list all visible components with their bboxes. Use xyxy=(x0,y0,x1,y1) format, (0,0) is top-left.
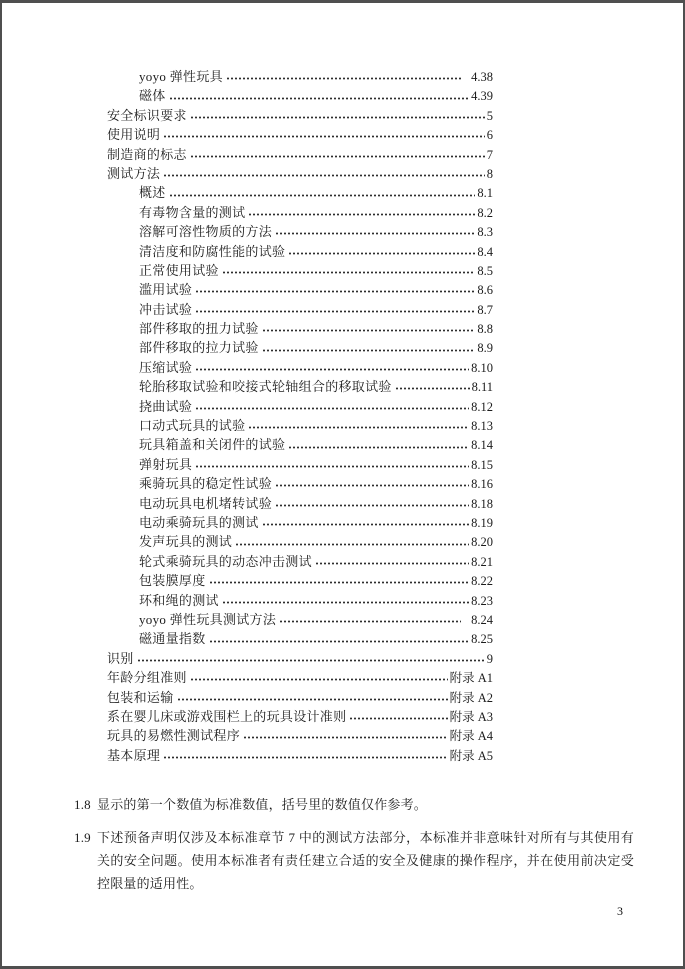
toc-entry-title: 正常使用试验 xyxy=(139,262,219,278)
toc-entry-title: 发声玩具的测试 xyxy=(139,534,233,550)
toc-entry-page: 8.8 xyxy=(477,322,493,337)
toc-entry-title: 滥用试验 xyxy=(139,282,193,298)
toc-entry-title: 磁体 xyxy=(139,88,166,104)
toc-entry-title: 溶解可溶性物质的方法 xyxy=(139,224,273,240)
toc-entry xyxy=(107,261,493,280)
toc-entry-title: 弹射玩具 xyxy=(139,456,193,472)
toc-entry-page: 9 xyxy=(486,651,493,666)
dotted-leader xyxy=(195,280,475,299)
toc-entry xyxy=(107,125,493,144)
toc-entry xyxy=(107,300,493,319)
toc-entry-page: 8.2 xyxy=(477,205,493,220)
toc-entry xyxy=(107,183,493,202)
dotted-leader xyxy=(195,358,469,377)
toc-entry-page: 8.20 xyxy=(471,535,493,550)
toc-entry-title: 轮胎移取试验和咬接式轮轴组合的移取试验 xyxy=(139,379,392,395)
dotted-leader xyxy=(275,494,469,513)
toc-entry xyxy=(107,106,493,125)
toc-entry xyxy=(107,552,493,571)
toc-entry-title: 电动玩具电机堵转试验 xyxy=(139,495,273,511)
toc-entry xyxy=(107,668,493,687)
toc-entry-page: 8.10 xyxy=(471,360,493,375)
toc-entry-page: 8.7 xyxy=(477,302,493,317)
toc-entry xyxy=(107,145,493,164)
dotted-leader xyxy=(262,513,469,532)
toc-entry xyxy=(107,319,493,338)
toc-entry xyxy=(107,377,493,396)
toc-entry-page: 8.5 xyxy=(477,263,493,278)
dotted-leader xyxy=(195,455,469,474)
dotted-leader xyxy=(190,668,448,687)
dotted-leader xyxy=(177,688,448,707)
paragraph-number: 1.8 xyxy=(74,797,91,812)
toc-entry xyxy=(107,86,493,105)
toc-entry-title: 有毒物含量的测试 xyxy=(139,204,246,220)
paragraph-text: 显示的第一个数值为标准数值，括号里的数值仅作参考。 xyxy=(97,797,428,812)
dotted-leader xyxy=(243,726,448,745)
toc-entry-title: 概述 xyxy=(139,185,166,201)
toc-entry-title: 包装膜厚度 xyxy=(139,573,206,589)
toc-entry-title: 口动式玩具的试验 xyxy=(139,418,246,434)
paragraph-1-8 xyxy=(74,793,634,816)
toc-entry-page: 4.39 xyxy=(471,89,493,104)
dotted-leader xyxy=(169,86,470,105)
toc-entry-page: 8.9 xyxy=(477,341,493,356)
toc-entry-page: 8.15 xyxy=(471,457,493,472)
toc-entry xyxy=(107,629,493,648)
dotted-leader xyxy=(315,552,469,571)
toc-entry-title: 测试方法 xyxy=(107,165,161,181)
page-number: 3 xyxy=(617,904,623,918)
toc-entry xyxy=(107,358,493,377)
toc-entry-page: 8 xyxy=(486,166,493,181)
toc-entry xyxy=(107,416,493,435)
toc-entry xyxy=(107,707,493,726)
toc-entry-title: 识别 xyxy=(107,650,134,666)
toc-entry-title: 轮式乘骑玩具的动态冲击测试 xyxy=(139,553,312,569)
toc-entry-page: 4.38 xyxy=(471,70,493,84)
toc-entry-page: 8.13 xyxy=(471,419,493,434)
dotted-leader xyxy=(279,610,461,629)
dotted-leader xyxy=(262,319,476,338)
dotted-leader xyxy=(248,416,469,435)
toc-entry-page: 6 xyxy=(486,128,493,143)
paragraph-1-9 xyxy=(74,826,634,895)
dotted-leader xyxy=(288,435,469,454)
toc-entry-title: 玩具箱盖和关闭件的试验 xyxy=(139,437,286,453)
toc-entry-page: 8.22 xyxy=(471,574,493,589)
paragraph-text: 下述预备声明仅涉及本标准章节 7 中的测试方法部分，本标准并非意味针对所有与其使用有关的安全问题。使用本标准者有责任建立合适的安全及健康的操作程序，并在使用前决定受控限量的适用性。 xyxy=(97,830,634,891)
toc-entry-page: 附录 A4 xyxy=(449,729,493,744)
toc-entry-title: 部件移取的扭力试验 xyxy=(139,321,259,337)
toc-entry-page: 8.25 xyxy=(471,632,493,647)
toc-entry-title: 使用说明 xyxy=(107,127,161,143)
toc-entry-title: 基本原理 xyxy=(107,747,161,763)
toc-entry xyxy=(107,280,493,299)
toc-entry xyxy=(107,203,493,222)
toc-entry xyxy=(107,610,493,629)
toc-entry xyxy=(107,513,493,532)
dotted-leader xyxy=(222,261,476,280)
dotted-leader xyxy=(209,571,470,590)
toc-entry-page: 7 xyxy=(486,147,493,162)
toc-entry xyxy=(107,164,493,183)
toc-entry-page: 附录 A1 xyxy=(449,671,493,686)
toc-entry-title: 部件移取的拉力试验 xyxy=(139,340,259,356)
dotted-leader xyxy=(195,397,469,416)
dotted-leader xyxy=(190,145,485,164)
toc-entry-page: 8.4 xyxy=(477,244,493,259)
dotted-leader xyxy=(190,106,485,125)
toc-entry xyxy=(107,338,493,357)
toc-entry-page: 5 xyxy=(486,108,493,123)
toc-entry xyxy=(107,688,493,707)
toc-entry xyxy=(107,571,493,590)
body-paragraphs xyxy=(74,793,634,895)
paragraph-number: 1.9 xyxy=(74,830,91,845)
toc-entry xyxy=(107,591,493,610)
toc-entry-title: yoyo 弹性玩具测试方法 xyxy=(139,611,277,627)
toc-entry-title: yoyo 弹性玩具 xyxy=(139,69,223,84)
dotted-leader xyxy=(163,125,485,144)
toc-entry xyxy=(107,726,493,745)
toc-entry xyxy=(107,222,493,241)
toc-entry-page: 附录 A2 xyxy=(449,690,493,705)
toc-entry-page: 8.19 xyxy=(471,515,493,530)
dotted-leader xyxy=(209,629,470,648)
toc-entry-page: 8.3 xyxy=(477,225,493,240)
toc-entry-page: 8.11 xyxy=(471,380,493,395)
toc-entry-page: 8.24 xyxy=(471,612,493,627)
toc-entry xyxy=(107,435,493,454)
dotted-leader xyxy=(137,649,485,668)
toc-entry-title: 乘骑玩具的稳定性试验 xyxy=(139,476,273,492)
toc-entry-page: 8.1 xyxy=(477,186,493,201)
dotted-leader xyxy=(395,377,470,396)
toc-entry-title: 环和绳的测试 xyxy=(139,592,219,608)
toc-entry-title: 年龄分组准则 xyxy=(107,670,187,686)
toc-entry-title: 清洁度和防腐性能的试验 xyxy=(139,243,286,259)
dotted-leader xyxy=(163,164,485,183)
toc-entry-title: 电动乘骑玩具的测试 xyxy=(139,514,259,530)
dotted-leader xyxy=(349,707,447,726)
toc-entry-title: 包装和运输 xyxy=(107,689,174,705)
toc-entry-title: 压缩试验 xyxy=(139,359,193,375)
toc-entry-title: 系在婴儿床或游戏围栏上的玩具设计准则 xyxy=(107,708,347,724)
toc-entry xyxy=(107,532,493,551)
dotted-leader xyxy=(163,746,447,765)
toc-entry xyxy=(107,242,493,261)
dotted-leader xyxy=(262,338,476,357)
dotted-leader xyxy=(195,300,475,319)
toc-entry-title: 制造商的标志 xyxy=(107,146,187,162)
table-of-contents xyxy=(107,67,493,765)
toc-entry-title: 玩具的易燃性测试程序 xyxy=(107,728,241,744)
toc-entry-page: 8.6 xyxy=(477,283,493,298)
toc-entry-page: 8.23 xyxy=(471,593,493,608)
toc-entry xyxy=(107,746,493,765)
toc-entry xyxy=(107,474,493,493)
dotted-leader xyxy=(222,591,469,610)
toc-entry-page: 8.12 xyxy=(471,399,493,414)
toc-entry-page: 附录 A3 xyxy=(449,709,493,724)
toc-entry-page: 8.21 xyxy=(471,554,493,569)
toc-entry xyxy=(107,494,493,513)
toc-entry xyxy=(107,455,493,474)
dotted-leader xyxy=(226,67,461,86)
dotted-leader xyxy=(275,222,475,241)
toc-entry-title: 冲击试验 xyxy=(139,301,193,317)
toc-entry xyxy=(107,397,493,416)
toc-entry-page: 8.18 xyxy=(471,496,493,511)
toc-entry-title: 磁通量指数 xyxy=(139,631,206,647)
dotted-leader xyxy=(235,532,469,551)
dotted-leader xyxy=(288,242,475,261)
toc-entry-page: 附录 A5 xyxy=(449,748,493,763)
toc-entry-title: 挠曲试验 xyxy=(139,398,193,414)
toc-entry-title: 安全标识要求 xyxy=(107,107,187,123)
toc-entry xyxy=(107,649,493,668)
dotted-leader xyxy=(169,183,476,202)
dotted-leader xyxy=(248,203,475,222)
dotted-leader xyxy=(275,474,469,493)
toc-entry-page: 8.14 xyxy=(471,438,493,453)
toc-entry xyxy=(107,67,493,86)
toc-entry-page: 8.16 xyxy=(471,477,493,492)
